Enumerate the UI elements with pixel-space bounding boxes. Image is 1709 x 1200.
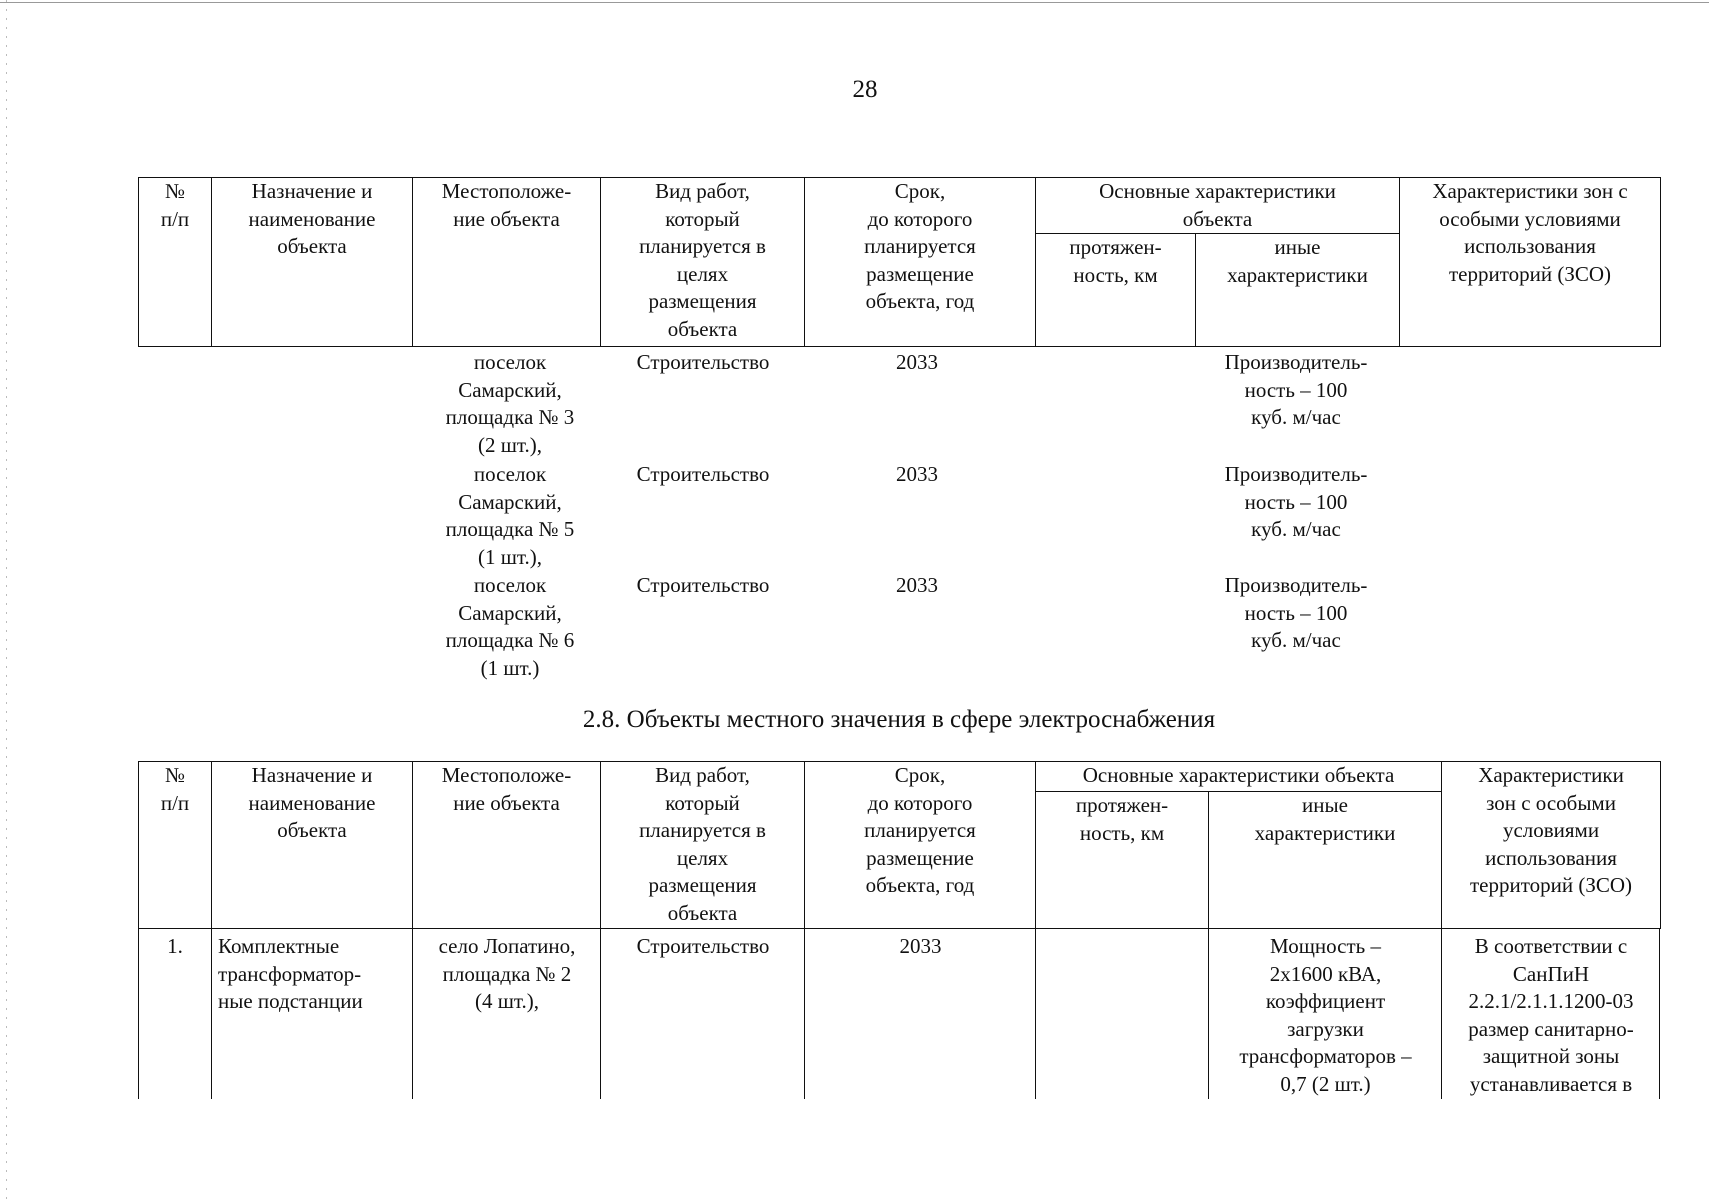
table1-header <box>138 177 1661 347</box>
page-number: 28 <box>852 76 878 103</box>
row-location: поселок Самарский, площадка № 3 (2 шт.), <box>445 350 575 457</box>
row-other: Мощность – 2х1600 кВА, коэффициент загрузки трансформаторов – 0,7 (2 шт.) <box>1239 934 1412 1096</box>
row-name: Комплектные трансформатор- ные подстанции <box>218 934 363 1013</box>
row-location: поселок Самарский, площадка № 5 (1 шт.), <box>445 462 575 569</box>
row-work: Строительство <box>636 573 770 597</box>
row-term: 2033 <box>896 573 938 597</box>
col-length-header: протяжен- ность, км <box>1036 792 1209 929</box>
col-location-header: Местоположе- ние объекта <box>413 762 601 929</box>
row-other: Производитель- ность – 100 куб. м/час <box>1224 462 1368 541</box>
col-num-header: № п/п <box>139 762 212 929</box>
col-work-header: Вид работ, который планируется в целях размещения объекта <box>601 178 805 347</box>
col-name-header: Назначение и наименование объекта <box>212 762 413 929</box>
col-work-header: Вид работ, который планируется в целях размещения объекта <box>601 762 805 929</box>
table2-header <box>138 761 1661 929</box>
table2-rule <box>1659 929 1660 1099</box>
table2-rule <box>1208 929 1209 1099</box>
page-top-edge <box>0 2 1709 3</box>
table2-rule <box>412 929 413 1099</box>
col-length-header: протяжен- ность, км <box>1036 234 1196 347</box>
row-work: Строительство <box>636 462 770 486</box>
table2-rule <box>211 929 212 1099</box>
col-other-header: иные характеристики <box>1196 234 1400 347</box>
table2-rule <box>1441 929 1442 1099</box>
row-work: Строительство <box>636 350 770 374</box>
col-main-chars-header: Основные характеристики объекта <box>1036 178 1400 234</box>
table2-rule <box>1035 929 1036 1099</box>
col-zones-header: Характеристики зон с особыми условиями использования территорий (ЗСО) <box>1442 762 1661 929</box>
col-name-header: Назначение и наименование объекта <box>212 178 413 347</box>
row-work: Строительство <box>636 934 770 958</box>
col-num-header: № п/п <box>139 178 212 347</box>
col-main-chars-header: Основные характеристики объекта <box>1036 762 1442 792</box>
scan-left-edge <box>6 0 7 1200</box>
row-other: Производитель- ность – 100 куб. м/час <box>1224 573 1368 652</box>
col-term-header: Срок, до которого планируется размещение объекта, год <box>805 762 1036 929</box>
col-other-header: иные характеристики <box>1209 792 1442 929</box>
row-num: 1. <box>167 934 183 958</box>
row-zones: В соответствии с СанПиН 2.2.1/2.1.1.1200-03 размер санитарно- защитной зоны устанавливается в <box>1468 934 1634 1096</box>
col-zones-header: Характеристики зон с особыми условиями использования территорий (ЗСО) <box>1400 178 1661 347</box>
row-term: 2033 <box>896 462 938 486</box>
row-other: Производитель- ность – 100 куб. м/час <box>1224 350 1368 429</box>
row-term: 2033 <box>896 350 938 374</box>
row-term: 2033 <box>899 934 942 958</box>
row-location: село Лопатино, площадка № 2 (4 шт.), <box>438 934 576 1013</box>
row-location: поселок Самарский, площадка № 6 (1 шт.) <box>445 573 575 680</box>
section-heading: 2.8. Объекты местного значения в сфере электроснабжения <box>582 706 1216 733</box>
table2-rule <box>138 929 139 1099</box>
col-location-header: Местоположе- ние объекта <box>413 178 601 347</box>
table2-rule <box>804 929 805 1099</box>
table2-rule <box>600 929 601 1099</box>
col-term-header: Срок, до которого планируется размещение объекта, год <box>805 178 1036 347</box>
